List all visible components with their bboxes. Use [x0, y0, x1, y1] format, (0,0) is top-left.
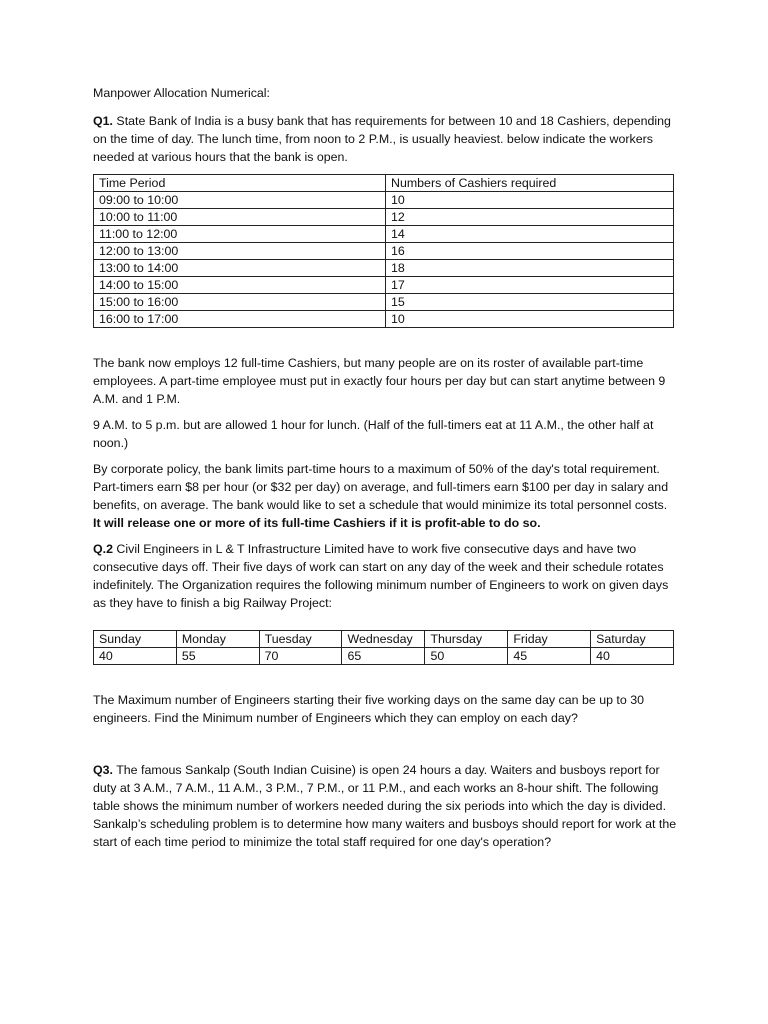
document-page — [93, 84, 677, 851]
table-row — [94, 311, 674, 328]
table-header-cell: Wednesday — [342, 631, 425, 648]
table-header-cell: Friday — [508, 631, 591, 648]
q1-intro-text: State Bank of India is a busy bank that has requirements for between 10 and 18 Cashiers, depending on the time of day. The lunch time, from noon to 2 P.M., is usually heaviest. below indicate the workers needed at various hours that the bank is open. — [93, 114, 671, 164]
table-cell: 55 — [176, 648, 259, 665]
document-heading: Manpower Allocation Numerical: — [93, 86, 270, 100]
table-row — [94, 648, 674, 665]
table-cell: 70 — [259, 648, 342, 665]
table-cell: 12:00 to 13:00 — [94, 243, 386, 260]
table-cell: 40 — [591, 648, 674, 665]
table-cell: 45 — [508, 648, 591, 665]
q1-paragraph-staffing: The bank now employs 12 full-time Cashiers, but many people are on its roster of available part-time employees. A part-time employee must put in exactly four hours per day but can start anytime between 9 A.M. and 1 P.M. — [93, 356, 666, 406]
q3-label: Q3. — [93, 763, 113, 777]
table-cell: 15 — [386, 294, 674, 311]
q2-label: Q.2 — [93, 542, 113, 556]
table-header-cell: Numbers of Cashiers required — [386, 175, 674, 192]
table-cell: 13:00 to 14:00 — [94, 260, 386, 277]
table-header-cell: Thursday — [425, 631, 508, 648]
table-header-row — [94, 631, 674, 648]
table-cell: 11:00 to 12:00 — [94, 226, 386, 243]
table-cell: 18 — [386, 260, 674, 277]
table-cell: 40 — [94, 648, 177, 665]
table-cell: 17 — [386, 277, 674, 294]
table-header-row — [94, 175, 674, 192]
table-cell: 10:00 to 11:00 — [94, 209, 386, 226]
table-row — [94, 209, 674, 226]
table-cell: 12 — [386, 209, 674, 226]
table-row — [94, 294, 674, 311]
q1-policy-bold-text: It will release one or more of its full-time Cashiers if it is profit-able to do so. — [93, 516, 541, 530]
table-cell: 14 — [386, 226, 674, 243]
engineers-requirements-table — [93, 630, 674, 665]
q1-paragraph-hours: 9 A.M. to 5 p.m. but are allowed 1 hour for lunch. (Half of the full-timers eat at 11 A.M., the other half at noon.) — [93, 418, 654, 450]
table-header-cell: Tuesday — [259, 631, 342, 648]
table-cell: 10 — [386, 192, 674, 209]
table-header-cell: Monday — [176, 631, 259, 648]
q2-intro — [93, 540, 677, 612]
table-header-cell: Time Period — [94, 175, 386, 192]
cashier-requirements-table — [93, 174, 674, 328]
q2-intro-text: Civil Engineers in L & T Infrastructure Limited have to work five consecutive days and have two consecutive days off. Their five days of work can start on any day of the week and their schedule rotates indefinitely. The Organization requires the following minimum number of Engineers to work on given days as they have to finish a big Railway Project: — [93, 542, 669, 610]
q1-policy-text: By corporate policy, the bank limits part-time hours to a maximum of 50% of the day's total requirement. Part-timers earn $8 per hour (or $32 per day) on average, and full-timers earn $100 per day in salary and benefits, on average. The bank would like to set a schedule that would minimize its total personnel costs. — [93, 462, 669, 512]
table-header-cell: Saturday — [591, 631, 674, 648]
table-cell: 10 — [386, 311, 674, 328]
table-header-cell: Sunday — [94, 631, 177, 648]
q1-label: Q1. — [93, 114, 113, 128]
table-cell: 14:00 to 15:00 — [94, 277, 386, 294]
table-cell: 16:00 to 17:00 — [94, 311, 386, 328]
table-row — [94, 277, 674, 294]
table-cell: 65 — [342, 648, 425, 665]
table-row — [94, 243, 674, 260]
q1-intro — [93, 112, 677, 166]
table-row — [94, 260, 674, 277]
q2-paragraph-maximum: The Maximum number of Engineers starting their five working days on the same day can be up to 30 engineers. Find the Minimum number of Engineers which they can employ on each day? — [93, 693, 644, 725]
table-row — [94, 192, 674, 209]
table-cell: 09:00 to 10:00 — [94, 192, 386, 209]
table-cell: 15:00 to 16:00 — [94, 294, 386, 311]
table-row — [94, 226, 674, 243]
q3-intro — [93, 761, 677, 851]
q1-paragraph-policy — [93, 460, 677, 532]
table-cell: 50 — [425, 648, 508, 665]
table-cell: 16 — [386, 243, 674, 260]
q3-intro-text: The famous Sankalp (South Indian Cuisine) is open 24 hours a day. Waiters and busboys report for duty at 3 A.M., 7 A.M., 11 A.M., 3 P.M., 7 P.M., or 11 P.M., and each works an 8-hour shift. The following table shows the minimum number of workers needed during the six periods into which the day is divided. Sankalp’s scheduling problem is to determine how many waiters and busboys should report for work at the start of each time period to minimize the total staff required for one day's operation? — [93, 763, 677, 849]
